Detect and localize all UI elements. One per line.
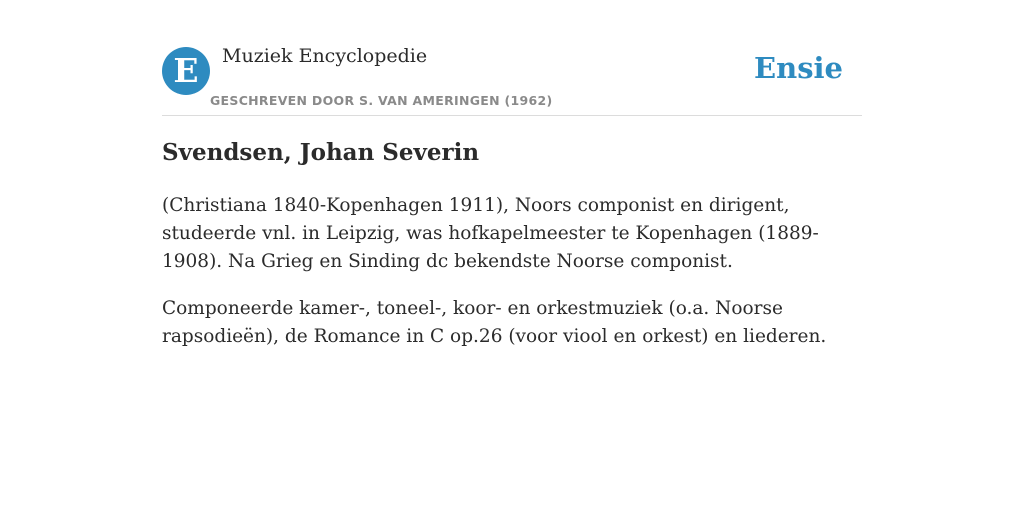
book-title-link[interactable]: Muziek Encyclopedie: [222, 45, 428, 67]
entry-body: [162, 192, 862, 370]
page-header: [162, 0, 862, 116]
encyclopedia-logo-icon[interactable]: E: [162, 47, 210, 95]
entry-paragraph: Componeerde kamer-, toneel-, koor- en orkestmuziek (o.a. Noorse rapsodieën), de Romance in C op.26 (voor viool en orkest) en liederen.: [162, 298, 827, 347]
ensie-brand-logo[interactable]: Ensie: [754, 51, 843, 85]
author-byline: GESCHREVEN DOOR S. VAN AMERINGEN (1962): [210, 93, 553, 108]
entry-paragraph: (Christiana 1840-Kopenhagen 1911), Noors componist en dirigent, studeerde vnl. in Leipzig, was hofkapelmeester te Kopenhagen (1889-1908). Na Grieg en Sinding dc bekendste Noorse componist.: [162, 195, 819, 272]
entry-title: Svendsen, Johan Severin: [162, 139, 480, 166]
entry-card: [162, 0, 862, 512]
